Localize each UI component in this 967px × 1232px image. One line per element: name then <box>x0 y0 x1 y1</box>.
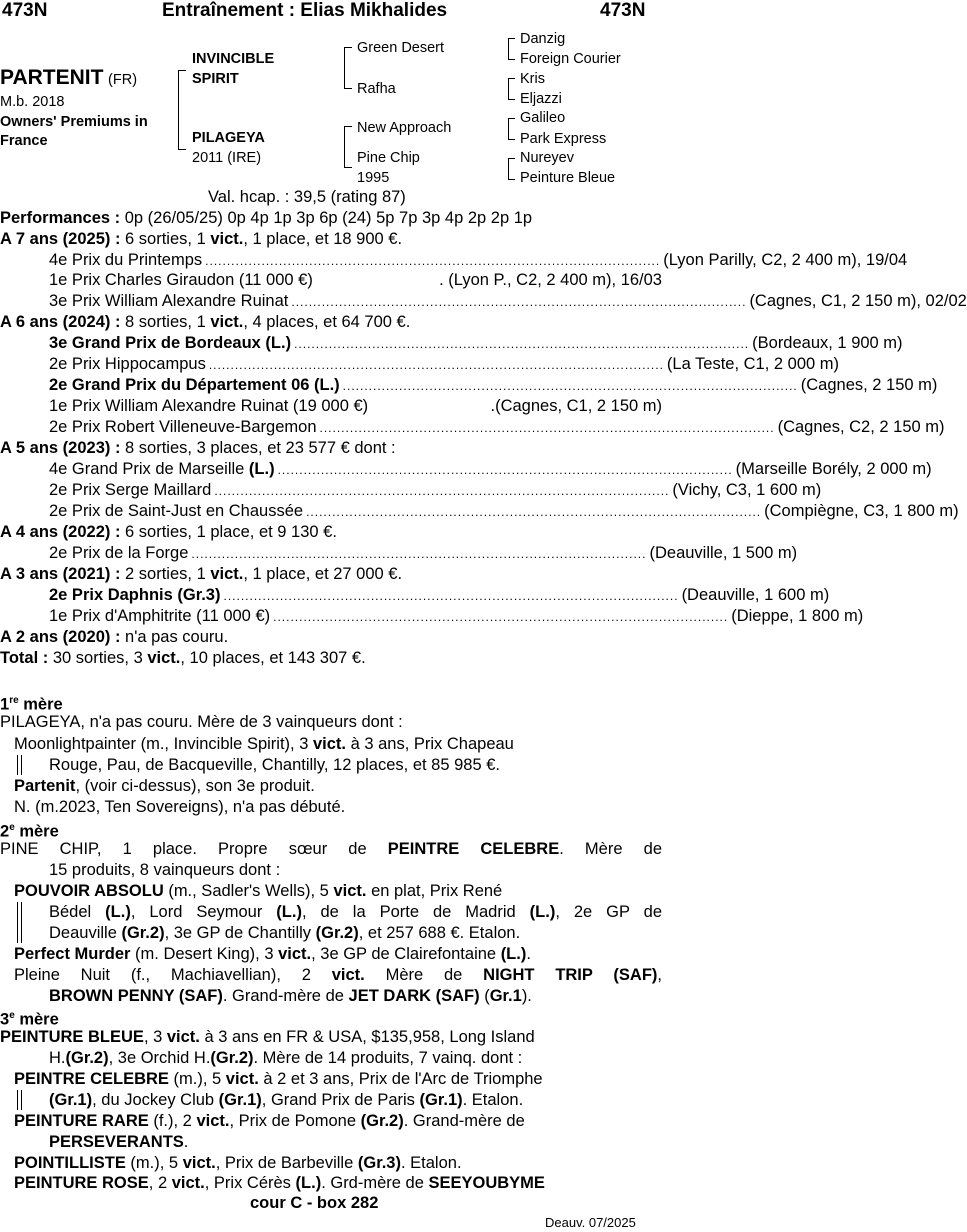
race-right: (Compiègne, C3, 1 800 m) <box>764 502 959 520</box>
dsd: Park Express <box>520 131 607 147</box>
race-row <box>0 543 798 564</box>
race-row <box>0 354 840 375</box>
pr-n: PEINTURE RARE <box>14 1112 149 1130</box>
produce-line <box>0 1173 662 1194</box>
produce-line-cont: Rouge, Pau, de Bacqueville, Chantilly, 12 places, et 85 985 €. <box>49 756 500 774</box>
m3-i2b: (Gr.2) <box>65 1049 109 1067</box>
m1-num: 1 <box>0 695 10 714</box>
horse-origin: (FR) <box>108 72 138 88</box>
leader-dots: ......................................................................................................... <box>273 610 729 624</box>
m1-sup: re <box>9 695 19 706</box>
pc2d: , Grand Prix de Paris <box>261 1091 420 1109</box>
owner-line-2: France <box>0 133 48 149</box>
horse-name: PARTENIT <box>0 66 104 89</box>
first-dam-title <box>0 691 662 712</box>
produce-line-cont <box>0 986 662 1007</box>
p1b: à 3 ans, Prix Chapeau <box>346 735 514 753</box>
y2022-t1: 6 sorties, 1 place, et 9 130 €. <box>120 523 337 541</box>
pc2c: (Gr.1) <box>218 1091 262 1109</box>
pl-b: (Gr.3) <box>357 1154 401 1172</box>
produce-line <box>0 1153 662 1174</box>
sire-name-1: INVINCIBLE <box>192 51 275 67</box>
dss: Galileo <box>520 110 566 126</box>
m1-word: mère <box>18 695 63 714</box>
pr-t: (f.), 2 <box>148 1112 197 1130</box>
m3-i2d: (Gr.2) <box>210 1049 254 1067</box>
leader-dots: ......................................................................................................... <box>319 421 775 435</box>
pc2: , 3e GP de Chantilly <box>164 924 316 942</box>
ps-t3: . Grd-mère de <box>321 1174 429 1192</box>
pc2b: , du Jockey Club <box>92 1091 219 1109</box>
pedigree-bracket-3b <box>508 78 515 100</box>
m3-i1b: PEINTURE BLEUE <box>0 1028 144 1046</box>
m2-i1: PINE CHIP, 1 place. Propre sœur de <box>0 840 388 858</box>
horse-name-line <box>0 66 137 90</box>
owner-line-1: Owners' Premiums in <box>0 114 148 130</box>
y2025-label: A 7 ans (2025) : <box>0 230 121 248</box>
m3-i1: , 3 <box>143 1028 167 1046</box>
leader-dots: ......................................................................................................... <box>277 463 733 477</box>
trainer-title: Entraînement : Elias Mikhalides <box>162 0 448 21</box>
m3-word: mère <box>14 1010 59 1029</box>
second-dam-intro <box>0 839 662 860</box>
m3-i1v: vict. <box>166 1028 200 1046</box>
race-right: (Bordeaux, 1 900 m) <box>752 334 903 352</box>
m3-num: 3 <box>0 1010 10 1029</box>
pn-v: vict. <box>331 966 365 984</box>
y2024-v: vict. <box>210 313 244 331</box>
p2: , (voir ci-dessus), son 3e produit. <box>75 777 315 795</box>
race-row <box>0 291 967 312</box>
race-left: 2e Prix de Saint-Just en Chaussée <box>49 502 304 520</box>
m3-i1c: à 3 ans en FR & USA, $135,958, Long Island <box>199 1028 535 1046</box>
pc-n: PEINTRE CELEBRE <box>14 1070 169 1088</box>
race-right: (Lyon Parilly, C2, 2 400 m), 19/04 <box>663 251 908 269</box>
race-right: (La Teste, C1, 2 000 m) <box>666 355 840 373</box>
race-right: . (Lyon P., C2, 2 400 m), 16/03 <box>439 271 662 289</box>
m2-i1c: . Mère de <box>559 840 662 858</box>
pc3: , et 257 688 €. Etalon. <box>358 924 521 942</box>
race-row <box>0 250 908 271</box>
pc2f: . Etalon. <box>462 1091 524 1109</box>
produce-line-cont <box>0 1132 662 1153</box>
m3-sup: e <box>9 1010 15 1021</box>
race-left: 2e Grand Prix du Département 06 (L.) <box>49 376 340 394</box>
race-row <box>0 606 864 627</box>
produce-line <box>0 965 662 986</box>
pa-t: (m., Sadler's Wells), 5 <box>163 882 334 900</box>
p2n: Partenit <box>14 777 76 795</box>
pc-t2: à 2 et 3 ans, Prix de l'Arc de Triomphe <box>258 1070 543 1088</box>
produce-line-cont <box>0 1090 662 1111</box>
pn3: , <box>657 966 662 984</box>
pn7: ( <box>479 987 490 1005</box>
third-dam-intro <box>0 1027 662 1048</box>
pr2b: PERSEVERANTS <box>49 1133 184 1151</box>
pc2e: (Gr.1) <box>419 1091 463 1109</box>
pc-v: vict. <box>225 1070 259 1088</box>
pedigree-bracket-3a <box>508 38 515 60</box>
ssd: Foreign Courier <box>520 51 621 67</box>
ps-t2: , Prix Cérès <box>204 1174 296 1192</box>
pn9: ). <box>521 987 532 1005</box>
race-right: (Dieppe, 1 800 m) <box>731 607 864 625</box>
pc2b: (Gr.2) <box>315 924 359 942</box>
pa-v: vict. <box>333 882 367 900</box>
race-row <box>0 501 959 522</box>
y2021-t1: 2 sorties, 1 <box>120 565 211 583</box>
third-dam-intro-cont <box>0 1048 662 1069</box>
sss: Danzig <box>520 31 566 47</box>
produce-line <box>0 776 662 797</box>
race-right: (Cagnes, C2, 2 150 m) <box>777 418 945 436</box>
y2025-t1: 6 sorties, 1 <box>120 230 211 248</box>
perf-text: 0p (26/05/25) 0p 4p 1p 3p 6p (24) 5p 7p 3p 4p 2p 2p 1p <box>120 209 533 227</box>
val-hcap: Val. hcap. : 39,5 (rating 87) <box>208 188 406 206</box>
total-t2: , 10 places, et 143 307 €. <box>180 649 366 667</box>
produce-line <box>0 734 662 755</box>
pedigree-bracket-3c <box>508 118 515 140</box>
race-left <box>49 459 275 480</box>
race-row <box>0 333 903 354</box>
pb1b: (L.) <box>105 903 131 921</box>
dam-sire: New Approach <box>357 120 452 136</box>
pb3b: (L.) <box>529 903 556 921</box>
total-line <box>0 648 662 669</box>
pr-v: vict. <box>196 1112 230 1130</box>
y2023-t1: 8 sorties, 3 places, et 23 577 € dont : <box>120 439 396 457</box>
race-right: (Marseille Borély, 2 000 m) <box>735 460 932 478</box>
leader-dots: ......................................................................................................... <box>294 337 750 351</box>
race-row <box>0 480 822 501</box>
produce-line-cont <box>0 923 662 944</box>
second-dam-title <box>0 818 662 839</box>
produce-line <box>0 1111 662 1132</box>
race-left: 2e Prix Serge Maillard <box>49 481 212 499</box>
pa-t2: en plat, Prix René <box>366 882 503 900</box>
race-right: (Cagnes, C1, 2 150 m), 02/02 <box>749 292 967 310</box>
pb2: , Lord Seymour <box>130 903 277 921</box>
y2022-label: A 4 ans (2022) : <box>0 523 121 541</box>
race-left: 1e Prix William Alexandre Ruinat (19 000 €) <box>49 397 369 415</box>
race-left: 2e Prix de la Forge <box>49 544 189 562</box>
pedigree-bracket-2b <box>344 126 352 168</box>
y2020-t1: n'a pas couru. <box>120 628 229 646</box>
pc1: Deauville <box>49 924 122 942</box>
pr-t2: , Prix de Pomone <box>229 1112 361 1130</box>
pn2: Mère de <box>364 966 484 984</box>
y2024-t2: , 4 places, et 64 700 €. <box>243 313 411 331</box>
m3-i2c: , 3e Orchid H. <box>108 1049 211 1067</box>
m2-i1b: PEINTRE CELEBRE <box>387 840 560 858</box>
m2-sup: e <box>9 822 15 833</box>
pb3: , de la Porte de Madrid <box>301 903 530 921</box>
pl-v: vict. <box>182 1154 216 1172</box>
year-2023-line <box>0 438 662 459</box>
pn6b: JET DARK (SAF) <box>348 987 480 1005</box>
year-2020-line <box>0 627 662 648</box>
race-left-grade: (L.) <box>248 460 275 478</box>
second-dam-intro-cont: 15 produits, 8 vainqueurs dont : <box>49 861 281 879</box>
race-row <box>0 270 662 291</box>
race-right: .(Cagnes, C1, 2 150 m) <box>490 397 662 415</box>
year-2024-line <box>0 312 662 333</box>
race-right: (Vichy, C3, 1 600 m) <box>672 481 822 499</box>
pl-t3: . Etalon. <box>400 1154 462 1172</box>
perf-label: Performances : <box>0 209 121 227</box>
y2021-t2: , 1 place, et 27 000 €. <box>243 565 403 583</box>
lot-number-right: 473N <box>600 0 646 21</box>
leader-dots: ......................................................................................................... <box>342 379 798 393</box>
pn4b: BROWN PENNY (SAF) <box>49 987 223 1005</box>
race-row <box>0 396 662 417</box>
box-location: cour C - box 282 <box>250 1194 379 1212</box>
leader-dots: ......................................................................................................... <box>191 547 647 561</box>
horse-desc: M.b. 2018 <box>0 94 65 110</box>
third-dam-title <box>0 1006 662 1027</box>
y2024-label: A 6 ans (2024) : <box>0 313 121 331</box>
race-row <box>0 375 938 396</box>
p1a: Moonlightpainter (m., Invincible Spirit), 3 <box>14 735 313 753</box>
first-dam-intro: PILAGEYA, n'a pas couru. Mère de 3 vainqueurs dont : <box>0 713 403 731</box>
pb2b: (L.) <box>276 903 302 921</box>
year-2025-line <box>0 229 662 250</box>
total-t1: 30 sorties, 3 <box>48 649 148 667</box>
race-row <box>0 417 945 438</box>
pedigree-bracket-2a <box>344 47 352 89</box>
dam-name: PILAGEYA <box>192 130 265 146</box>
pc1b: (Gr.2) <box>121 924 165 942</box>
pm-t2: , 3e GP de Clairefontaine <box>311 945 501 963</box>
race-left: 2e Prix Hippocampus <box>49 355 206 373</box>
sire-dam: Rafha <box>357 81 396 97</box>
pm-n: Perfect Murder <box>14 945 131 963</box>
leader-dots: ......................................................................................................... <box>214 484 670 498</box>
ps-b: (L.) <box>295 1174 322 1192</box>
y2025-v: vict. <box>210 230 244 248</box>
pn8b: Gr.1 <box>489 987 522 1005</box>
y2021-label: A 3 ans (2021) : <box>0 565 121 583</box>
m3-i2e: . Mère de 14 produits, 7 vainq. dont : <box>253 1049 523 1067</box>
pm-v: vict. <box>278 945 312 963</box>
pm-b: (L.) <box>500 945 527 963</box>
ps-v: vict. <box>171 1174 205 1192</box>
sale-reference: Deauv. 07/2025 <box>545 1215 636 1230</box>
pedigree-bracket-1 <box>178 70 186 150</box>
produce-line <box>0 1069 662 1090</box>
produce-line <box>0 881 662 902</box>
race-row <box>0 585 830 606</box>
pn5: . Grand-mère de <box>222 987 349 1005</box>
produce-line: N. (m.2023, Ten Sovereigns), n'a pas débuté. <box>14 798 346 816</box>
race-left: 1e Prix d'Amphitrite (11 000 €) <box>49 607 271 625</box>
p1v: vict. <box>312 735 346 753</box>
sire-name-2: SPIRIT <box>192 71 239 87</box>
ps-b2: SEEYOUBYME <box>428 1174 545 1192</box>
pr2: . <box>183 1133 189 1151</box>
m2-num: 2 <box>0 822 10 841</box>
race-right: (Deauville, 1 500 m) <box>649 544 798 562</box>
race-row <box>0 459 932 480</box>
y2023-label: A 5 ans (2023) : <box>0 439 121 457</box>
race-left: 2e Prix Daphnis (Gr.3) <box>49 586 221 604</box>
race-left: 3e Prix William Alexandre Ruinat <box>49 292 289 310</box>
leader-dots: ......................................................................................................... <box>205 254 661 268</box>
pl-n: POINTILLISTE <box>14 1154 126 1172</box>
year-2022-line <box>0 522 662 543</box>
dam-dam: Pine Chip <box>357 150 420 166</box>
pc2a: (Gr.1) <box>49 1091 93 1109</box>
produce-line <box>0 944 662 965</box>
race-right: (Deauville, 1 600 m) <box>681 586 830 604</box>
pb4: , 2e GP de <box>555 903 662 921</box>
leader-dots: ......................................................................................................... <box>208 358 664 372</box>
pl-t: (m.), 5 <box>125 1154 183 1172</box>
race-right: (Cagnes, 2 150 m) <box>800 376 938 394</box>
ps-t: , 2 <box>148 1174 172 1192</box>
pr-b: (Gr.2) <box>360 1112 404 1130</box>
pr-t3: . Grand-mère de <box>403 1112 525 1130</box>
leader-dots: ......................................................................................................... <box>291 295 747 309</box>
total-v: vict. <box>147 649 181 667</box>
pn1: Pleine Nuit (f., Machiavellian), 2 <box>14 966 332 984</box>
leader-dots: ......................................................................................................... <box>223 589 679 603</box>
sdd: Eljazzi <box>520 91 562 107</box>
race-left: 4e Prix du Printemps <box>49 251 203 269</box>
year-2021-line <box>0 564 662 585</box>
produce-line-cont <box>0 902 662 923</box>
race-left-text: 4e Grand Prix de Marseille <box>49 460 249 478</box>
total-label: Total : <box>0 649 49 667</box>
y2025-t2: , 1 place, et 18 900 €. <box>243 230 403 248</box>
dam-info: 2011 (IRE) <box>192 150 262 166</box>
pm-e: . <box>526 945 531 963</box>
y2020-label: A 2 ans (2020) : <box>0 628 121 646</box>
lot-number-left: 473N <box>2 0 48 21</box>
ddd: Peinture Bleue <box>520 170 616 186</box>
dam-dam-year: 1995 <box>357 170 390 186</box>
pedigree-bracket-3d <box>508 158 515 180</box>
y2024-t1: 8 sorties, 1 <box>120 313 211 331</box>
ps-n: PEINTURE ROSE <box>14 1174 149 1192</box>
pb1: Bédel <box>49 903 106 921</box>
m2-word: mère <box>14 822 59 841</box>
pn-b: NIGHT TRIP (SAF) <box>483 966 658 984</box>
performances-line <box>0 208 662 229</box>
pl-t2: , Prix de Barbeville <box>215 1154 358 1172</box>
race-left: 1e Prix Charles Giraudon (11 000 €) <box>49 271 313 289</box>
dds: Nureyev <box>520 150 574 166</box>
race-left: 2e Prix Robert Villeneuve-Bargemon <box>49 418 317 436</box>
m3-i2a: H. <box>49 1049 66 1067</box>
leader-dots: ......................................................................................................... <box>306 505 762 519</box>
race-left: 3e Grand Prix de Bordeaux (L.) <box>49 334 292 352</box>
sds: Kris <box>520 71 545 87</box>
y2021-v: vict. <box>210 565 244 583</box>
sire-sire: Green Desert <box>357 40 445 56</box>
pa-n: POUVOIR ABSOLU <box>14 882 164 900</box>
pc-t: (m.), 5 <box>168 1070 226 1088</box>
pm-t: (m. Desert King), 3 <box>130 945 279 963</box>
